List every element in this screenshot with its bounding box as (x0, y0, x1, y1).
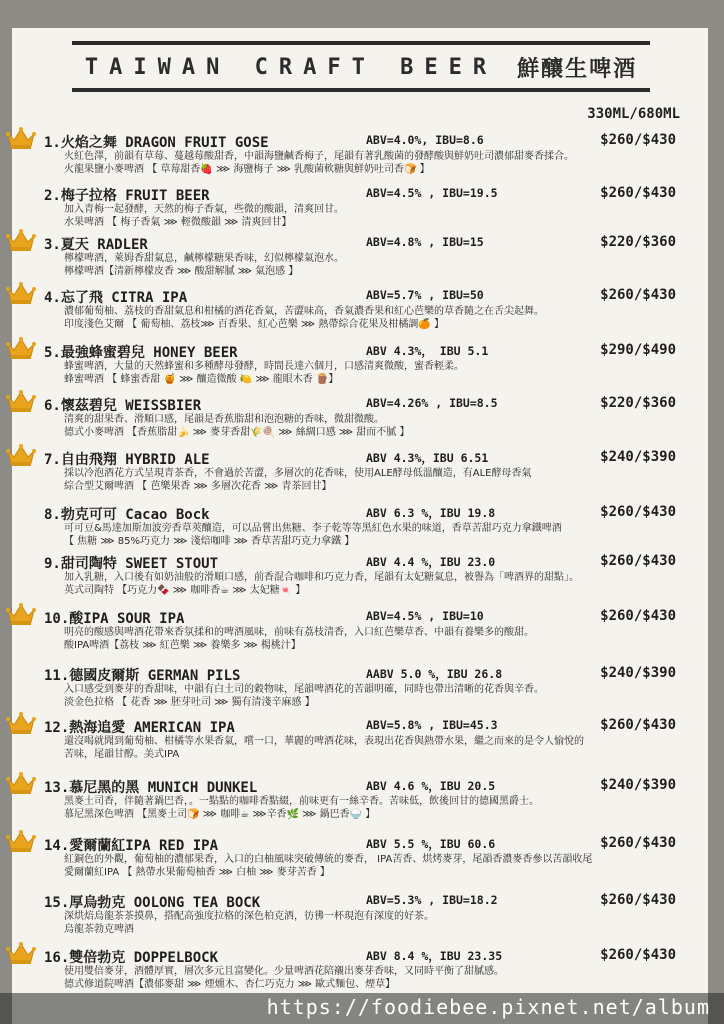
description-line: 黑麥土司香，伴隨著鍋巴香，。一點點的咖啡香點綴，前味更有一絲辛香。苦味低，飲後回甘的德國黑爵士。 (64, 796, 539, 807)
beer-price: $260/$430 (600, 504, 676, 520)
description-line: 酸IPA啤酒【荔枝 ⋙ 紅芭樂 ⋙ 養樂多 ⋙ 楊桃汁】 (64, 640, 301, 651)
crown-icon (6, 228, 36, 252)
beer-name: 12.熱海追愛 AMERICAN IPA (44, 720, 235, 736)
description-line: 德式修道院啤酒【濃郁麥甜 ⋙ 煙燻木、杏仁巧克力 ⋙ 歐式麵包、煙草】 (64, 979, 396, 990)
beer-price: $260/$430 (600, 717, 676, 733)
description-line: 愛爾蘭紅IPA 【 熱帶水果葡萄柚香 ⋙ 白柚 ⋙ 麥芽苦香 】 (64, 867, 330, 878)
beer-abv-ibu: ABV=4.8% , IBU=15 (366, 235, 484, 249)
beer-name: 15.厚烏勃克 OOLONG TEA BOCK (44, 895, 261, 911)
beer-name: 2.梅子拉格 FRUIT BEER (44, 188, 210, 204)
description-line: 綜合型艾爾啤酒 【 芭樂果香 ⋙ 多層次花香 ⋙ 青茶回甘】 (64, 481, 332, 492)
description-line: 【 焦糖 ⋙ 85%巧克力 ⋙ 淺焙咖啡 ⋙ 香草苦甜巧克力拿鐵 】 (64, 536, 355, 547)
beer-abv-ibu: ABV=4.5% , IBU=10 (366, 609, 484, 623)
beer-name: 11.德國皮爾斯 GERMAN PILS (44, 668, 241, 684)
description-line: 苦味，尾韻甘醇。美式IPA (64, 749, 180, 760)
beer-abv-ibu: ABV=4.0%, IBU=8.6 (366, 133, 484, 147)
serving-sizes: 330ML/680ML (587, 106, 680, 122)
beer-description (64, 910, 664, 936)
beer-name: 5.最強蜂蜜碧兒 HONEY BEER (44, 345, 238, 361)
beer-abv-ibu: ABV 4.4 %，IBU 23.0 (366, 555, 496, 569)
beer-description (64, 683, 664, 709)
description-line: 濃郁葡萄柚、荔枝的香甜氣息和柑橘的酒花香氣，苦澀味高，香氣濃香果和紅心芭樂的草香隨之在舌尖起舞。 (64, 306, 544, 317)
beer-price: $260/$430 (600, 553, 676, 569)
description-line: 蜂蜜啤酒 【 蜂蜜香甜 🍯 ⋙ 釀造微酸 🍋 ⋙ 龍眼木香 🪵】 (64, 374, 339, 385)
description-line: 加入青梅一起發酵，天然的梅子香氣，些微的酸韻，清爽回甘。 (64, 204, 344, 215)
beer-description (64, 571, 664, 597)
beer-price: $290/$490 (600, 342, 676, 358)
beer-abv-ibu: ABV 4.3%， IBU 5.1 (366, 344, 489, 358)
description-line: 水果啤酒 【 梅子香氣 ⋙ 輕微酸韻 ⋙ 清爽回甘】 (64, 217, 292, 228)
beer-abv-ibu: ABV 4.3%，IBU 6.51 (366, 451, 489, 465)
description-line: 淡金色拉格 【 花香 ⋙ 胚芽吐司 ⋙ 獨有清淺辛麻感 】 (64, 697, 315, 708)
beer-price: $240/$390 (600, 665, 676, 681)
beer-name: 16.雙倍勃克 DOPPELBOCK (44, 950, 219, 966)
beer-price: $220/$360 (600, 234, 676, 250)
beer-name: 1.火焰之舞 DRAGON FRUIT GOSE (44, 135, 269, 151)
description-line: 深烘焙烏龍茶茶摸鼻，搭配高強度拉格的深色柏克酒，彷彿一杯現泡有深度的好茶。 (64, 911, 434, 922)
description-line: 使用雙倍麥芽，酒體厚實，層次多元且富變化。少量啤酒花陪襯出麥芽香味，又同時平衡了甜膩感。 (64, 966, 504, 977)
beer-abv-ibu: ABV=5.7% , IBU=50 (366, 288, 484, 302)
beer-abv-ibu: ABV=4.5% , IBU=19.5 (366, 186, 498, 200)
beer-abv-ibu: ABV=4.26% , IBU=8.5 (366, 396, 498, 410)
beer-description (64, 305, 664, 331)
beer-description (64, 626, 664, 652)
beer-price: $260/$430 (600, 185, 676, 201)
top-rule (72, 41, 650, 45)
beer-name: 14.愛爾蘭紅IPA RED IPA (44, 838, 219, 854)
crown-icon (6, 829, 36, 853)
beer-description (64, 203, 664, 229)
beer-abv-ibu: ABV 5.5 %，IBU 60.6 (366, 837, 496, 851)
beer-description (64, 965, 664, 991)
crown-icon (6, 941, 36, 965)
crown-icon (6, 281, 36, 305)
description-line: 德式小麥啤酒 【香蕉脂甜🍌 ⋙ 麥芽香甜🌾🍭 ⋙ 絲綢口感 ⋙ 甜而不膩 】 (64, 427, 410, 438)
description-line: 明亮的酸感與啤酒花帶來香氛揉和的啤酒風味，前味有荔枝清香，入口紅芭樂草香、中韻有養樂多的酸甜。 (64, 627, 534, 638)
beer-description (64, 735, 664, 761)
description-line: 還沒喝就聞到葡萄柚、柑橘等水果香氣，嚐一口，華麗的啤酒花味，表現出花香與熱帶水果，繼之而來的是令人愉悅的 (64, 736, 584, 747)
beer-name: 4.忘了飛 CITRA IPA (44, 290, 188, 306)
menu-title (72, 52, 650, 83)
beer-abv-ibu: ABV=5.8% , IBU=45.3 (366, 718, 498, 732)
description-line: 火紅色澤，前韻有草莓、蔓越莓酸甜香，中韻海鹽鹹香梅子，尾韻有著乳酸菌的發酵酸與鮮奶吐司濃郁甜麥香揉合。 (64, 151, 574, 162)
beer-abv-ibu: ABV=5.3% , IBU=18.2 (366, 893, 498, 907)
beer-abv-ibu: ABV 6.3 %，IBU 19.8 (366, 506, 496, 520)
description-line: 紅銅色的外觀，葡萄柚的濃郁果香，入口的白柚風味突破傳統的麥香， IPA苦香、烘烤麥芽，尾韻香濃麥香參以苦韻收尾 (64, 854, 593, 865)
title-english: TAIWAN CRAFT BEER (84, 55, 498, 80)
beer-description (64, 150, 664, 176)
beer-price: $260/$430 (600, 947, 676, 963)
beer-price: $240/$390 (600, 449, 676, 465)
menu-sheet (12, 28, 708, 1024)
beer-name: 7.自由飛翔 HYBRID ALE (44, 452, 210, 468)
beer-description (64, 252, 664, 278)
beer-price: $260/$430 (600, 608, 676, 624)
beer-description (64, 467, 664, 493)
beer-description (64, 413, 664, 439)
description-line: 加入乳糖，入口後有如奶油般的滑順口感，前香混合咖啡和巧克力香，尾韻有太妃糖氣息，被譽為「啤酒界的甜點」。 (64, 572, 579, 583)
beer-description (64, 522, 664, 548)
beer-price: $260/$430 (600, 287, 676, 303)
crown-icon (6, 389, 36, 413)
description-line: 慕尼黑深色啤酒 【黑麥土司🍞 ⋙ 咖啡☕ ⋙辛香🌿 ⋙ 鍋巴香🍚 】 (64, 809, 376, 820)
beer-description (64, 795, 664, 821)
crown-icon (6, 126, 36, 150)
description-line: 火龍果鹽小麥啤酒 【 草莓甜香🍓 ⋙ 海鹽梅子 ⋙ 乳酸菌軟糖與鮮奶吐司香🍞 】 (64, 164, 430, 175)
beer-price: $220/$360 (600, 395, 676, 411)
beer-abv-ibu: ABV 4.6 %，IBU 20.5 (366, 779, 496, 793)
beer-abv-ibu: AABV 5.0 %，IBU 26.8 (366, 667, 503, 681)
beer-description (64, 853, 664, 879)
description-line: 印度淺色艾爾 【 葡萄柚、荔枝⋙ 百香果、紅心芭樂 ⋙ 熱帶綜合花果及柑橘調🍊 】 (64, 319, 444, 330)
beer-name: 3.夏天 RADLER (44, 237, 148, 253)
description-line: 採以冷泡酒花方式呈現青茶香，不會過於苦澀，多層次的花香味，使用ALE酵母低溫釀造，有ALE酵母香氣 (64, 468, 532, 479)
crown-icon (6, 771, 36, 795)
description-line: 可可豆&馬達加斯加波旁香草莢釀造，可以品嘗出焦糖、李子乾等等黑紅色水果的味道，香草苦甜巧克力拿鐵啤酒 (64, 523, 562, 534)
description-line: 檸檬啤酒，萊姆香甜氣息，鹹檸檬糖果香味，幻似檸檬氣泡水。 (64, 253, 344, 264)
beer-price: $260/$430 (600, 835, 676, 851)
beer-name: 13.慕尼黑的黑 MUNICH DUNKEL (44, 780, 258, 796)
description-line: 入口感受到麥芽的香甜味，中韻有白土司的穀物味，尾韻啤酒花的苦韻明確，同時也帶出清晰的花香與辛香。 (64, 684, 544, 695)
bottom-title-rule (72, 88, 650, 92)
beer-price: $260/$430 (600, 132, 676, 148)
description-line: 檸檬啤酒【清新檸檬皮香 ⋙ 酸甜解膩 ⋙ 氣泡感 】 (64, 266, 299, 277)
description-line: 蜂蜜啤酒，大量的天然蜂蜜和多種酵母發酵，時間長達六個月，口感清爽微酸，蜜香輕柔。 (64, 361, 464, 372)
beer-abv-ibu: ABV 8.4 %，IBU 23.35 (366, 949, 503, 963)
description-line: 清爽的甜果香、滑順口感，尾韻是香蕉脂甜和泡泡糖的香味，微甜微酸。 (64, 414, 384, 425)
crown-icon (6, 711, 36, 735)
watermark-bar (0, 993, 724, 1024)
description-line: 英式司陶特 【巧克力🍫 ⋙ 咖啡香☕ ⋙ 太妃糖🍬 】 (64, 585, 306, 596)
crown-icon (6, 336, 36, 360)
beer-price: $240/$390 (600, 777, 676, 793)
beer-name: 6.懷茲碧兒 WEISSBIER (44, 398, 202, 414)
beer-description (64, 360, 664, 386)
crown-icon (6, 602, 36, 626)
beer-price: $260/$430 (600, 892, 676, 908)
beer-name: 8.勃克可可 Cacao Bock (44, 507, 210, 523)
beer-name: 9.甜司陶特 SWEET STOUT (44, 556, 219, 572)
beer-name: 10.酸IPA SOUR IPA (44, 611, 185, 627)
description-line: 烏龍茶勃克啤酒 (64, 924, 134, 935)
watermark-url: https://foodiebee.pixnet.net/album (266, 995, 710, 1019)
title-chinese: 鮮釀生啤酒 (517, 57, 638, 82)
crown-icon (6, 443, 36, 467)
